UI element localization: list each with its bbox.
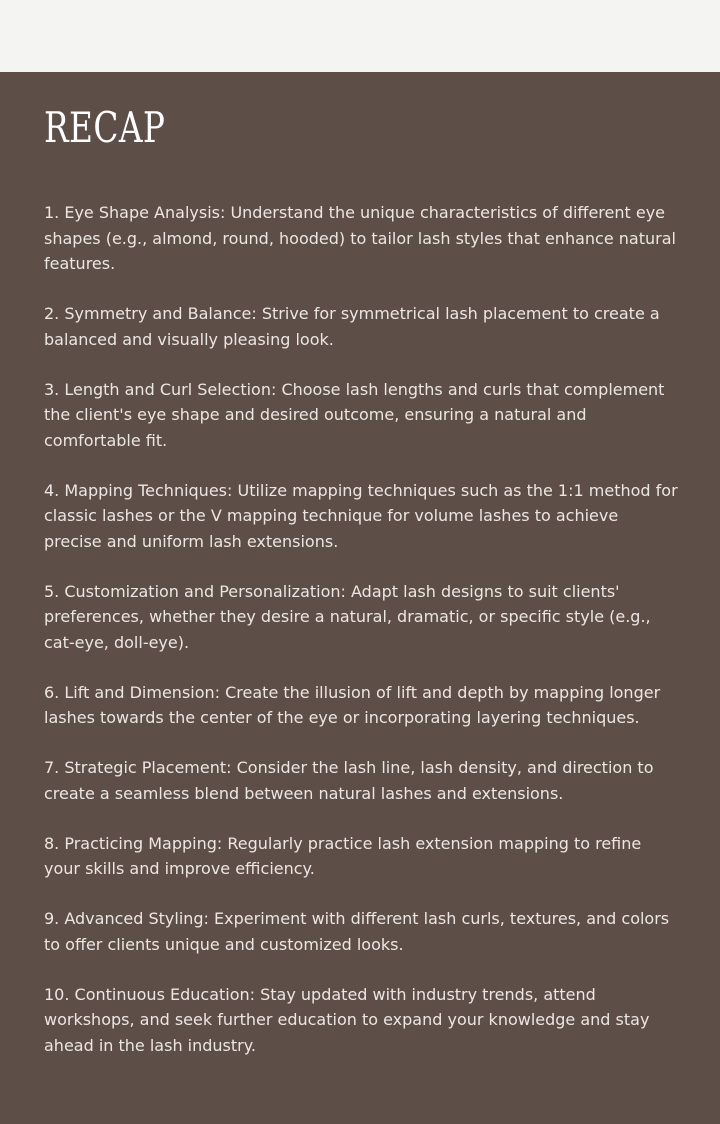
- top-strip: [0, 0, 720, 72]
- page-title: RECAP: [44, 103, 166, 152]
- list-item-4: 4. Mapping Techniques: Utilize mapping techniques such as the 1:1 method for classic lashes or the V mapping technique for volume lashes to achieve precise and uniform lash extensions.: [44, 480, 678, 551]
- list-item-6: 6. Lift and Dimension: Create the illusion of lift and depth by mapping longer lashes towards the center of the eye or incorporating layering techniques.: [44, 682, 661, 727]
- recap-card: [0, 72, 720, 1124]
- list-item-3: 3. Length and Curl Selection: Choose lash lengths and curls that complement the client's eye shape and desired outcome, ensuring a natural and comfortable fit.: [44, 379, 665, 450]
- list-item-5: 5. Customization and Personalization: Adapt lash designs to suit clients' preferences, whether they desire a natural, dramatic, or specific style (e.g., cat-eye, doll-eye).: [44, 581, 651, 652]
- list-item-9: 9. Advanced Styling: Experiment with different lash curls, textures, and colors to offer clients unique and customized looks.: [44, 909, 670, 954]
- list-item-2: 2. Symmetry and Balance: Strive for symmetrical lash placement to create a balanced and visually pleasing look.: [44, 304, 660, 349]
- recap-list: [44, 200, 678, 1058]
- list-item-10: 10. Continuous Education: Stay updated with industry trends, attend workshops, and seek further education to expand your knowledge and stay ahead in the lash industry.: [44, 984, 650, 1055]
- list-item-7: 7. Strategic Placement: Consider the lash line, lash density, and direction to create a seamless blend between natural lashes and extensions.: [44, 758, 654, 803]
- list-item-1: 1. Eye Shape Analysis: Understand the unique characteristics of different eye shapes (e.g., almond, round, hooded) to tailor lash styles that enhance natural features.: [44, 203, 676, 273]
- list-item-8: 8. Practicing Mapping: Regularly practice lash extension mapping to refine your skills and improve efficiency.: [44, 833, 642, 878]
